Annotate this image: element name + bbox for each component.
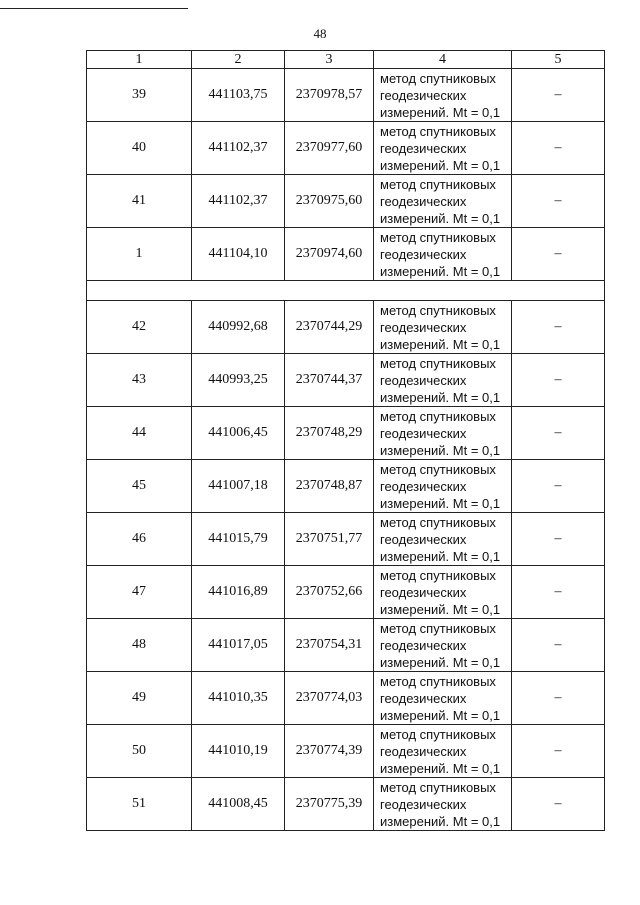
coordinate-y-cell: 2370744,37 bbox=[285, 354, 374, 407]
method-cell bbox=[374, 513, 512, 566]
coordinate-y-cell: 2370751,77 bbox=[285, 513, 374, 566]
coordinate-y-cell: 2370774,03 bbox=[285, 672, 374, 725]
table-row bbox=[87, 122, 605, 175]
coordinate-y-cell: 2370748,87 bbox=[285, 460, 374, 513]
coordinate-y-cell: 2370774,39 bbox=[285, 725, 374, 778]
table-row bbox=[87, 460, 605, 513]
method-line: геодезических bbox=[380, 531, 467, 547]
coordinate-y-cell: 2370974,60 bbox=[285, 228, 374, 281]
note-cell: – bbox=[512, 672, 605, 725]
method-cell bbox=[374, 175, 512, 228]
point-number-cell: 51 bbox=[87, 778, 192, 831]
method-line: измерений. Mt = 0,1 bbox=[380, 263, 501, 279]
header-cell: 4 bbox=[374, 51, 512, 69]
coordinate-x-cell: 441008,45 bbox=[192, 778, 285, 831]
table-row bbox=[87, 301, 605, 354]
coordinates-table bbox=[86, 50, 605, 831]
method-line: геодезических bbox=[380, 319, 467, 335]
table-row bbox=[87, 513, 605, 566]
method-line: метод спутниковых bbox=[380, 302, 496, 318]
table-header-row bbox=[87, 51, 605, 69]
coordinate-x-cell: 441017,05 bbox=[192, 619, 285, 672]
method-line: метод спутниковых bbox=[380, 779, 496, 795]
header-cell: 3 bbox=[285, 51, 374, 69]
method-line: измерений. Mt = 0,1 bbox=[380, 157, 501, 173]
method-line: метод спутниковых bbox=[380, 70, 496, 86]
point-number-cell: 47 bbox=[87, 566, 192, 619]
coordinate-y-cell: 2370978,57 bbox=[285, 69, 374, 122]
method-line: измерений. Mt = 0,1 bbox=[380, 210, 501, 226]
method-line: измерений. Mt = 0,1 bbox=[380, 104, 501, 120]
method-line: метод спутниковых bbox=[380, 514, 496, 530]
method-line: метод спутниковых bbox=[380, 355, 496, 371]
coordinate-x-cell: 441007,18 bbox=[192, 460, 285, 513]
coordinate-x-cell: 441102,37 bbox=[192, 175, 285, 228]
point-number-cell: 39 bbox=[87, 69, 192, 122]
coordinate-y-cell: 2370754,31 bbox=[285, 619, 374, 672]
point-number-cell: 45 bbox=[87, 460, 192, 513]
method-line: геодезических bbox=[380, 478, 467, 494]
method-line: измерений. Mt = 0,1 bbox=[380, 760, 501, 776]
method-line: геодезических bbox=[380, 690, 467, 706]
method-line: метод спутниковых bbox=[380, 620, 496, 636]
note-cell: – bbox=[512, 69, 605, 122]
method-line: измерений. Mt = 0,1 bbox=[380, 336, 501, 352]
method-cell bbox=[374, 460, 512, 513]
method-cell bbox=[374, 778, 512, 831]
method-cell bbox=[374, 122, 512, 175]
method-cell bbox=[374, 672, 512, 725]
method-line: метод спутниковых bbox=[380, 461, 496, 477]
method-cell bbox=[374, 228, 512, 281]
method-cell bbox=[374, 301, 512, 354]
point-number-cell: 1 bbox=[87, 228, 192, 281]
method-line: измерений. Mt = 0,1 bbox=[380, 707, 501, 723]
table-row bbox=[87, 228, 605, 281]
point-number-cell: 40 bbox=[87, 122, 192, 175]
header-cell: 1 bbox=[87, 51, 192, 69]
table-row bbox=[87, 407, 605, 460]
coordinate-x-cell: 441104,10 bbox=[192, 228, 285, 281]
method-cell bbox=[374, 566, 512, 619]
note-cell: – bbox=[512, 301, 605, 354]
note-cell: – bbox=[512, 460, 605, 513]
method-line: измерений. Mt = 0,1 bbox=[380, 442, 501, 458]
separator-cell bbox=[87, 281, 605, 301]
top-rule bbox=[0, 8, 188, 9]
coordinate-y-cell: 2370775,39 bbox=[285, 778, 374, 831]
note-cell: – bbox=[512, 407, 605, 460]
table-row bbox=[87, 619, 605, 672]
method-line: метод спутниковых bbox=[380, 673, 496, 689]
coordinate-y-cell: 2370752,66 bbox=[285, 566, 374, 619]
coordinate-x-cell: 441102,37 bbox=[192, 122, 285, 175]
point-number-cell: 44 bbox=[87, 407, 192, 460]
point-number-cell: 46 bbox=[87, 513, 192, 566]
coordinate-x-cell: 441103,75 bbox=[192, 69, 285, 122]
point-number-cell: 43 bbox=[87, 354, 192, 407]
coordinate-x-cell: 441016,89 bbox=[192, 566, 285, 619]
method-cell bbox=[374, 407, 512, 460]
method-line: метод спутниковых bbox=[380, 567, 496, 583]
coordinate-y-cell: 2370748,29 bbox=[285, 407, 374, 460]
note-cell: – bbox=[512, 566, 605, 619]
table-row bbox=[87, 672, 605, 725]
method-cell bbox=[374, 69, 512, 122]
method-cell bbox=[374, 725, 512, 778]
note-cell: – bbox=[512, 354, 605, 407]
method-cell bbox=[374, 354, 512, 407]
table-row bbox=[87, 354, 605, 407]
coordinate-x-cell: 440992,68 bbox=[192, 301, 285, 354]
table-row bbox=[87, 175, 605, 228]
method-line: измерений. Mt = 0,1 bbox=[380, 813, 501, 829]
coordinate-x-cell: 441006,45 bbox=[192, 407, 285, 460]
page-number: 48 bbox=[313, 26, 327, 41]
method-line: измерений. Mt = 0,1 bbox=[380, 548, 501, 564]
method-line: метод спутниковых bbox=[380, 726, 496, 742]
method-line: геодезических bbox=[380, 425, 467, 441]
method-line: метод спутниковых bbox=[380, 176, 496, 192]
point-number-cell: 41 bbox=[87, 175, 192, 228]
method-line: геодезических bbox=[380, 372, 467, 388]
coordinate-x-cell: 440993,25 bbox=[192, 354, 285, 407]
note-cell: – bbox=[512, 778, 605, 831]
header-cell: 2 bbox=[192, 51, 285, 69]
method-line: метод спутниковых bbox=[380, 123, 496, 139]
coordinates-table-body bbox=[87, 51, 605, 831]
method-line: геодезических bbox=[380, 87, 467, 103]
method-line: измерений. Mt = 0,1 bbox=[380, 654, 501, 670]
method-line: геодезических bbox=[380, 193, 467, 209]
table-row bbox=[87, 566, 605, 619]
coordinate-x-cell: 441010,19 bbox=[192, 725, 285, 778]
coordinate-y-cell: 2370975,60 bbox=[285, 175, 374, 228]
method-line: геодезических bbox=[380, 246, 467, 262]
method-cell bbox=[374, 619, 512, 672]
note-cell: – bbox=[512, 122, 605, 175]
method-line: геодезических bbox=[380, 584, 467, 600]
table-row bbox=[87, 725, 605, 778]
coordinate-x-cell: 441010,35 bbox=[192, 672, 285, 725]
note-cell: – bbox=[512, 175, 605, 228]
point-number-cell: 48 bbox=[87, 619, 192, 672]
table-row bbox=[87, 778, 605, 831]
method-line: метод спутниковых bbox=[380, 408, 496, 424]
method-line: метод спутниковых bbox=[380, 229, 496, 245]
method-line: геодезических bbox=[380, 140, 467, 156]
method-line: измерений. Mt = 0,1 bbox=[380, 389, 501, 405]
coordinate-y-cell: 2370744,29 bbox=[285, 301, 374, 354]
coordinate-x-cell: 441015,79 bbox=[192, 513, 285, 566]
method-line: геодезических bbox=[380, 637, 467, 653]
table-row bbox=[87, 69, 605, 122]
note-cell: – bbox=[512, 513, 605, 566]
method-line: измерений. Mt = 0,1 bbox=[380, 495, 501, 511]
method-line: геодезических bbox=[380, 743, 467, 759]
method-line: измерений. Mt = 0,1 bbox=[380, 601, 501, 617]
coordinate-y-cell: 2370977,60 bbox=[285, 122, 374, 175]
point-number-cell: 42 bbox=[87, 301, 192, 354]
method-line: геодезических bbox=[380, 796, 467, 812]
point-number-cell: 49 bbox=[87, 672, 192, 725]
note-cell: – bbox=[512, 228, 605, 281]
note-cell: – bbox=[512, 725, 605, 778]
point-number-cell: 50 bbox=[87, 725, 192, 778]
group-separator-row bbox=[87, 281, 605, 301]
header-cell: 5 bbox=[512, 51, 605, 69]
note-cell: – bbox=[512, 619, 605, 672]
